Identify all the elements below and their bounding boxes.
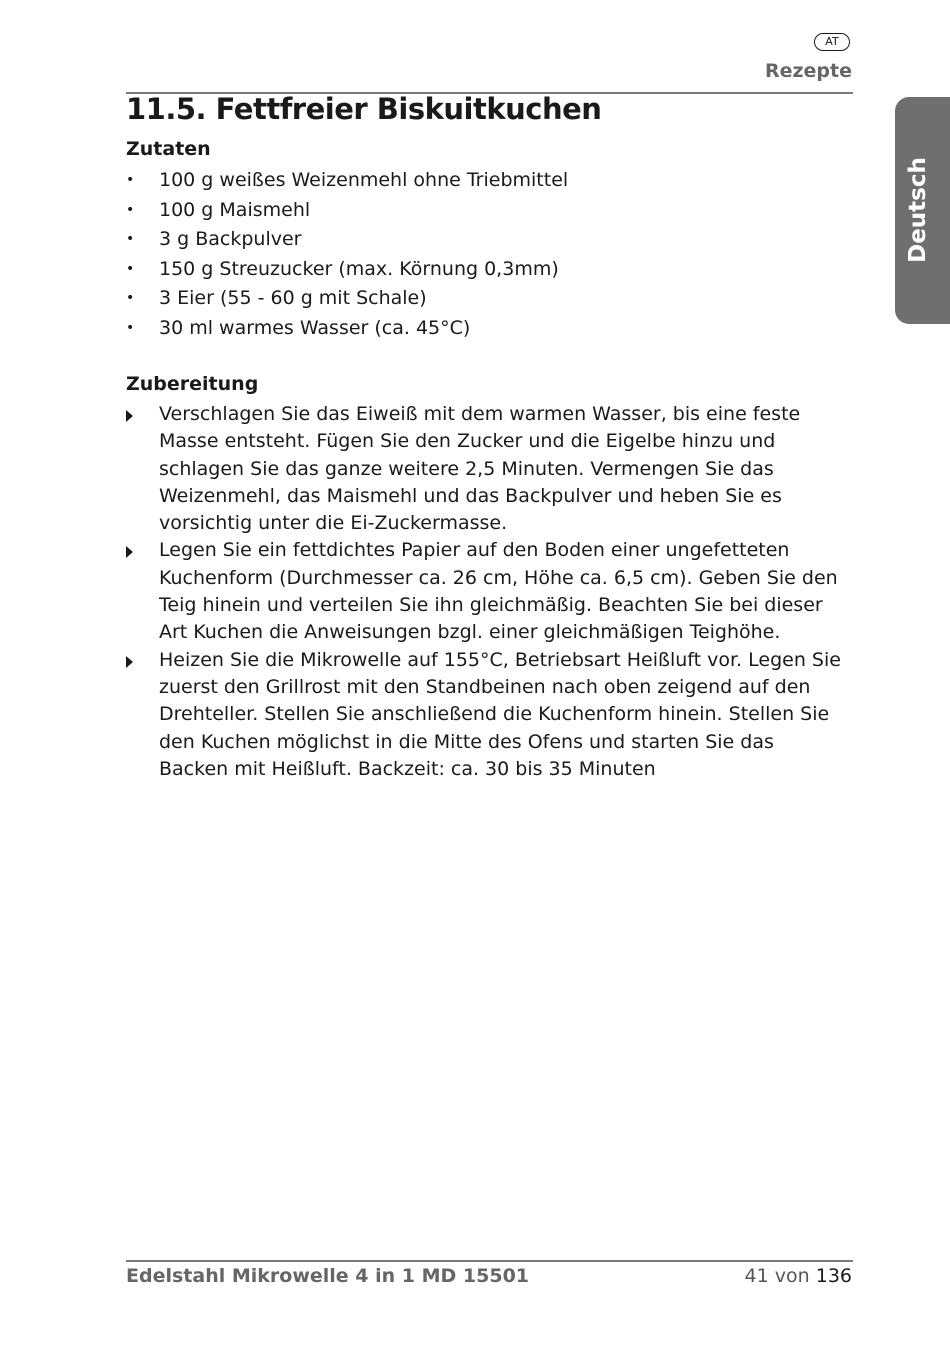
footer-divider: [126, 1260, 853, 1262]
ingredient-item: • 100 g weißes Weizenmehl ohne Triebmittel: [126, 166, 568, 196]
preparation-steps: [126, 401, 841, 783]
page-number: [745, 1265, 852, 1287]
arrow-right-icon: [126, 546, 133, 558]
bullet-icon: •: [126, 260, 135, 277]
bullet-icon: •: [126, 319, 135, 336]
ingredient-item: • 3 g Backpulver: [126, 225, 568, 255]
arrow-right-icon: [126, 656, 133, 668]
language-tab-label: Deutsch: [905, 157, 931, 263]
step-item: Legen Sie ein fettdichtes Papier auf den Boden einer ungefetteten Kuchenform (Durchmesser ca. 26 cm, Höhe ca. 6,5 cm). Geben Sie den Teig hinein und verteilen Sie ihn gleichmäßig. Beachten Sie bei dieser Art Kuchen die Anweisungen bzgl. einer gleichmäßigen Teighöhe.: [126, 537, 841, 646]
recipe-title: 11.5. Fettfreier Biskuitkuchen: [126, 92, 602, 126]
section-title: Rezepte: [764, 60, 852, 82]
bullet-icon: •: [126, 172, 135, 188]
step-item: Heizen Sie die Mikrowelle auf 155°C, Betriebsart Heißluft vor. Legen Sie zuerst den Grillrost mit den Standbeinen nach oben zeigend auf den Drehteller. Stellen Sie anschließend die Kuchenform hinein. Stellen Sie den Kuchen möglichst in die Mitte des Ofens und starten Sie das Backen mit Heißluft. Backzeit: ca. 30 bis 35 Minuten: [126, 647, 841, 783]
page-current: 41: [744, 1265, 769, 1287]
arrow-right-icon: [126, 410, 133, 422]
step-item: Verschlagen Sie das Eiweiß mit dem warmen Wasser, bis eine feste Masse entsteht. Fügen Sie den Zucker und die Eigelbe hinzu und schlagen Sie das ganze weitere 2,5 Minuten. Vermengen Sie das Weizenmehl, das Maismehl und das Backpulver und heben Sie es vorsichtig unter die Ei-Zuckermasse.: [126, 401, 841, 537]
ingredients-list: [126, 166, 568, 343]
bullet-icon: •: [126, 201, 135, 218]
bullet-icon: •: [126, 290, 135, 306]
preparation-heading: Zubereitung: [126, 373, 259, 395]
footer-product-name: Edelstahl Mikrowelle 4 in 1 MD 15501: [126, 1265, 530, 1287]
country-code-badge: AT: [814, 33, 850, 51]
page-separator: von: [774, 1265, 810, 1287]
ingredient-item: • 30 ml warmes Wasser (ca. 45°C): [126, 314, 568, 344]
ingredient-item: • 100 g Maismehl: [126, 196, 568, 226]
ingredients-heading: Zutaten: [126, 138, 211, 160]
bullet-icon: •: [126, 231, 135, 247]
ingredient-item: • 3 Eier (55 - 60 g mit Schale): [126, 284, 568, 314]
ingredient-item: • 150 g Streuzucker (max. Körnung 0,3mm): [126, 255, 568, 285]
page-total: 136: [815, 1265, 852, 1287]
